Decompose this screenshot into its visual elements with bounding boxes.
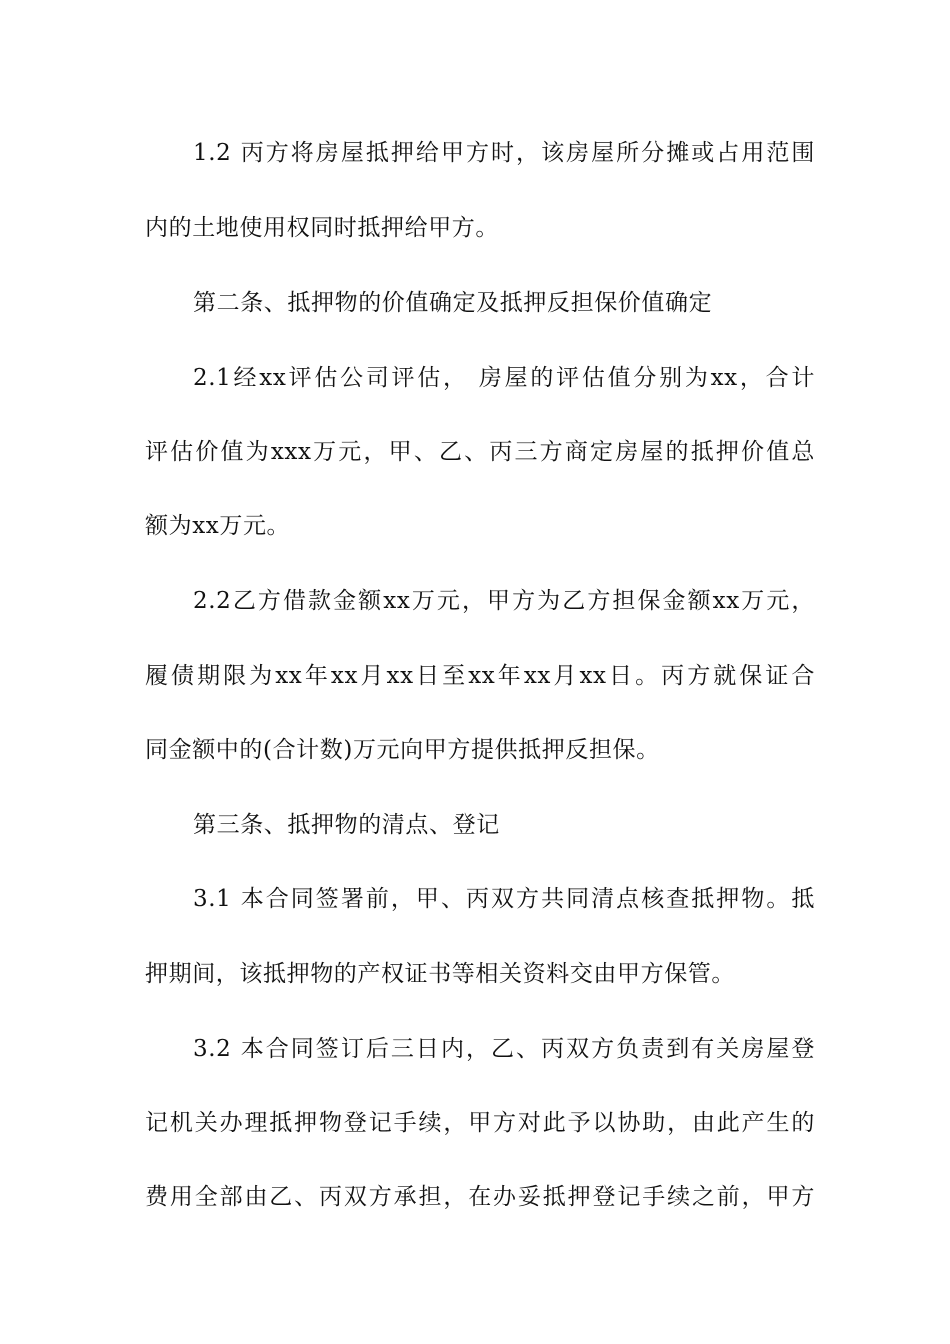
paragraph-3-1-line-1: 3.1 本合同签署前，甲、丙双方共同清点核查抵押物。抵 bbox=[193, 886, 815, 912]
paragraph-3-2-line-2: 记机关办理抵押物登记手续，甲方对此予以协助，由此产生的 bbox=[145, 1110, 815, 1136]
paragraph-2-1-line-1: 2.1经xx评估公司评估， 房屋的评估值分别为xx，合计 bbox=[193, 365, 815, 391]
paragraph-1-2-line-1: 1.2 丙方将房屋抵押给甲方时，该房屋所分摊或占用范围 bbox=[193, 140, 815, 166]
paragraph-3-1-line-2: 押期间，该抵押物的产权证书等相关资料交由甲方保管。 bbox=[145, 961, 735, 987]
paragraph-1-2-line-2: 内的土地使用权同时抵押给甲方。 bbox=[145, 215, 499, 241]
paragraph-2-2-line-2: 履债期限为xx年xx月xx日至xx年xx月xx日。丙方就保证合 bbox=[145, 663, 815, 689]
paragraph-3-2-line-3: 费用全部由乙、丙双方承担，在办妥抵押登记手续之前，甲方 bbox=[145, 1184, 815, 1210]
paragraph-2-1-line-3: 额为xx万元。 bbox=[145, 513, 291, 539]
paragraph-2-2-line-3: 同金额中的(合计数)万元向甲方提供抵押反担保。 bbox=[145, 737, 660, 763]
paragraph-2-1-line-2: 评估价值为xxx万元，甲、乙、丙三方商定房屋的抵押价值总 bbox=[145, 439, 815, 465]
paragraph-3-2-line-1: 3.2 本合同签订后三日内，乙、丙双方负责到有关房屋登 bbox=[193, 1036, 815, 1062]
paragraph-2-2-line-1: 2.2乙方借款金额xx万元，甲方为乙方担保金额xx万元， bbox=[193, 588, 815, 614]
article-2-heading: 第二条、抵押物的价值确定及抵押反担保价值确定 bbox=[193, 290, 713, 316]
article-3-heading: 第三条、抵押物的清点、登记 bbox=[193, 812, 500, 838]
